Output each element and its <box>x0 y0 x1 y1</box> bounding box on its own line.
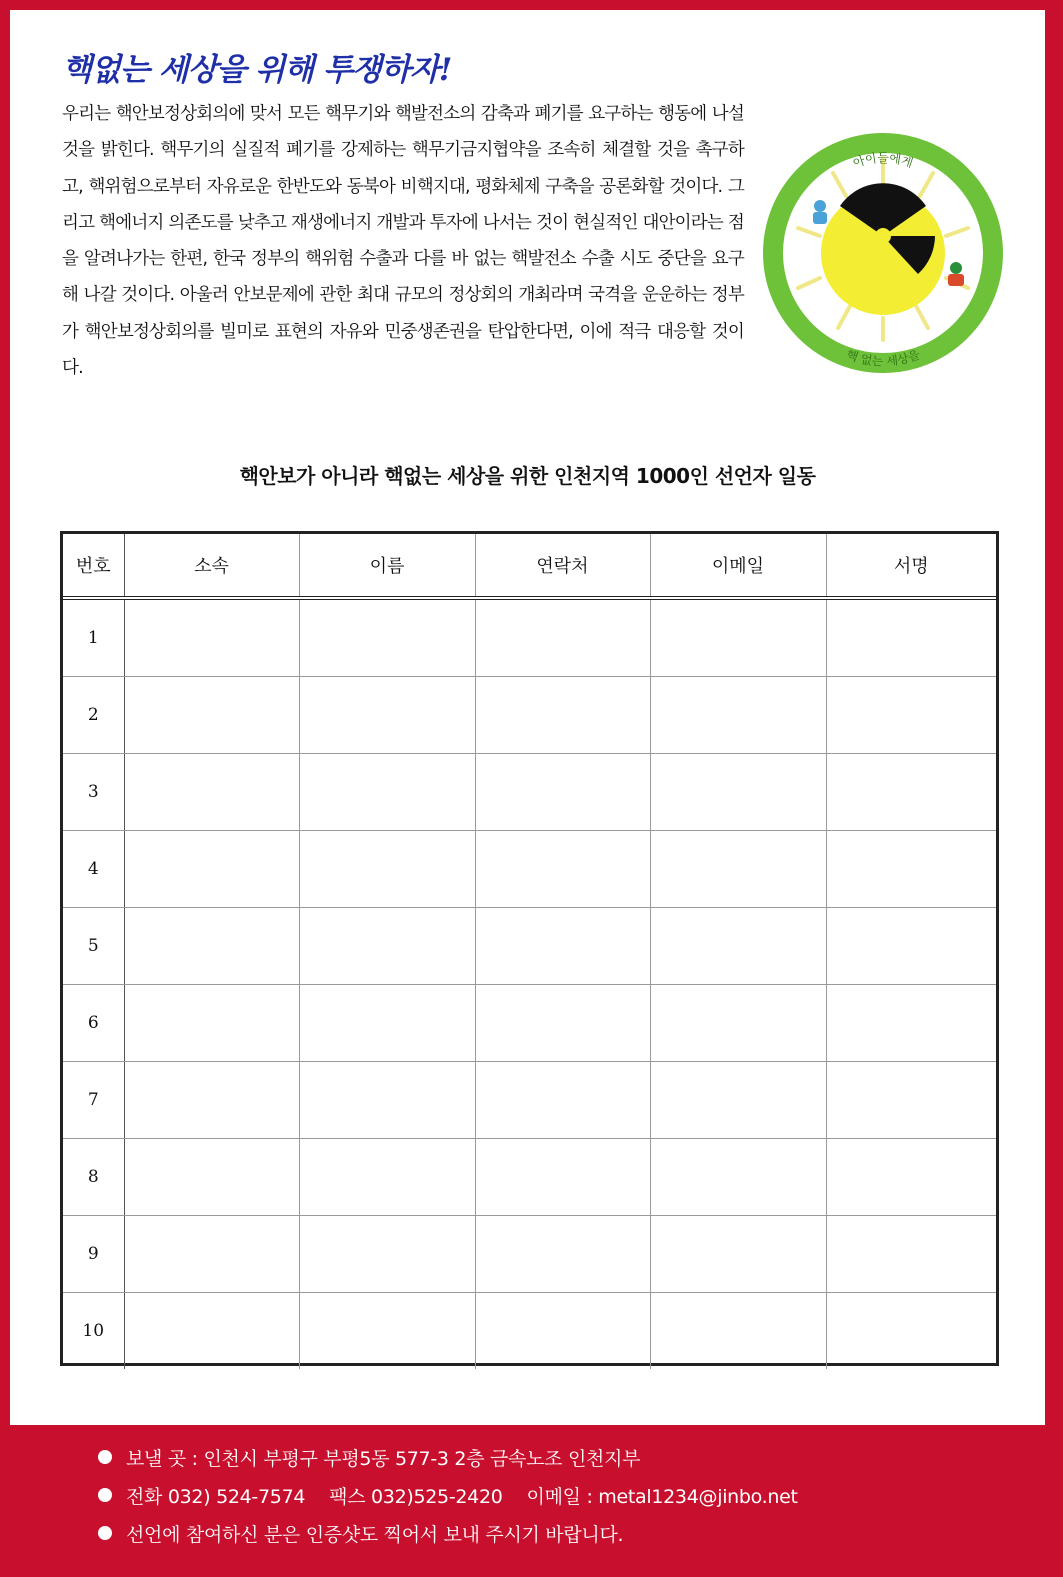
name-cell[interactable] <box>299 598 475 677</box>
signature-cell[interactable] <box>826 1216 996 1293</box>
row-number: 5 <box>63 908 124 985</box>
fax-number: 팩스 032)525-2420 <box>329 1485 503 1508</box>
header-signature: 서명 <box>826 534 996 598</box>
affiliation-cell[interactable] <box>124 754 299 831</box>
name-cell[interactable] <box>299 1216 475 1293</box>
bullet-icon <box>98 1450 112 1464</box>
signature-cell[interactable] <box>826 831 996 908</box>
signature-cell[interactable] <box>826 1139 996 1216</box>
table-row <box>63 1062 996 1139</box>
email-cell[interactable] <box>650 1293 826 1370</box>
signature-cell[interactable] <box>826 598 996 677</box>
table-row <box>63 754 996 831</box>
row-number: 6 <box>63 985 124 1062</box>
affiliation-cell[interactable] <box>124 831 299 908</box>
contact-cell[interactable] <box>475 985 650 1062</box>
affiliation-cell[interactable] <box>124 1062 299 1139</box>
bullet-icon <box>98 1526 112 1540</box>
bullet-icon <box>98 1488 112 1502</box>
row-number: 3 <box>63 754 124 831</box>
intro-paragraph: 우리는 핵안보정상회의에 맞서 모든 핵무기와 핵발전소의 감축과 폐기를 요구하는 행동에 나설 것을 밝힌다. 핵무기의 실질적 폐기를 강제하는 핵무기금지협약을 조속히 체결할 것을 촉구하고, 핵위험으로부터 자유로운 한반도와 동북아 비핵지대, 평화체제 구축을 공론화할 것이다. 그리고 핵에너지 의존도를 낮추고 재생에너지 개발과 투자에 나서는 것이 현실적인 대안이라는 점을 알려나가는 한편, 한국 정부의 핵위험 수출과 다를 바 없는 핵발전소 수출 시도 중단을 요구해 나갈 것이다. 아울러 안보문제에 관한 최대 규모의 정상회의 개최라며 국격을 운운하는 정부가 핵안보정상회의를 빌미로 표현의 자유와 민중생존권을 탄압한다면, 이에 적극 대응할 것이다. <box>62 104 744 379</box>
email-cell[interactable] <box>650 677 826 754</box>
row-number: 2 <box>63 677 124 754</box>
child-figure-icon-2 <box>948 262 964 286</box>
affiliation-cell[interactable] <box>124 677 299 754</box>
name-cell[interactable] <box>299 754 475 831</box>
signature-cell[interactable] <box>826 985 996 1062</box>
name-cell[interactable] <box>299 1293 475 1370</box>
email-cell[interactable] <box>650 908 826 985</box>
footer-note: 선언에 참여하신 분은 인증샷도 찍어서 보내 주시기 바랍니다. <box>126 1523 624 1546</box>
affiliation-cell[interactable] <box>124 1139 299 1216</box>
table-row <box>63 677 996 754</box>
row-number: 4 <box>63 831 124 908</box>
child-figure-icon <box>813 200 827 224</box>
name-cell[interactable] <box>299 985 475 1062</box>
footer-contact-line <box>98 1476 1018 1514</box>
row-number: 10 <box>63 1293 124 1370</box>
email-cell[interactable] <box>650 1062 826 1139</box>
header-affiliation: 소속 <box>124 534 299 598</box>
email-cell[interactable] <box>650 1216 826 1293</box>
table-header-row <box>63 534 996 598</box>
table-row <box>63 908 996 985</box>
table-row <box>63 831 996 908</box>
email-cell[interactable] <box>650 598 826 677</box>
contact-cell[interactable] <box>475 908 650 985</box>
contact-cell[interactable] <box>475 1139 650 1216</box>
footer-note-line <box>98 1514 1018 1552</box>
signature-cell[interactable] <box>826 908 996 985</box>
affiliation-cell[interactable] <box>124 1293 299 1370</box>
row-number: 7 <box>63 1062 124 1139</box>
signature-cell[interactable] <box>826 677 996 754</box>
contact-cell[interactable] <box>475 1293 650 1370</box>
row-number: 8 <box>63 1139 124 1216</box>
row-number: 9 <box>63 1216 124 1293</box>
affiliation-cell[interactable] <box>124 985 299 1062</box>
contact-cell[interactable] <box>475 754 650 831</box>
signature-cell[interactable] <box>826 1062 996 1139</box>
affiliation-cell[interactable] <box>124 908 299 985</box>
contact-cell[interactable] <box>475 598 650 677</box>
affiliation-cell[interactable] <box>124 598 299 677</box>
signature-cell[interactable] <box>826 754 996 831</box>
contact-cell[interactable] <box>475 677 650 754</box>
table-row <box>63 985 996 1062</box>
contact-cell[interactable] <box>475 831 650 908</box>
contact-cell[interactable] <box>475 1062 650 1139</box>
email-cell[interactable] <box>650 985 826 1062</box>
signature-table <box>60 531 999 1366</box>
name-cell[interactable] <box>299 1062 475 1139</box>
email-cell[interactable] <box>650 754 826 831</box>
email-cell[interactable] <box>650 831 826 908</box>
header-name: 이름 <box>299 534 475 598</box>
table-row <box>63 1216 996 1293</box>
signatory-title: 핵안보가 아니라 핵없는 세상을 위한 인천지역 1000인 선언자 일동 <box>239 464 816 488</box>
name-cell[interactable] <box>299 1139 475 1216</box>
name-cell[interactable] <box>299 677 475 754</box>
name-cell[interactable] <box>299 908 475 985</box>
contact-footer <box>98 1438 1018 1552</box>
email-cell[interactable] <box>650 1139 826 1216</box>
logo-bottom-text: 핵 없는 세상을 <box>844 347 922 369</box>
header-contact: 연락처 <box>475 534 650 598</box>
email-address[interactable]: 이메일 : metal1234@jinbo.net <box>526 1485 798 1508</box>
phone-number: 전화 032) 524-7574 <box>126 1485 306 1508</box>
name-cell[interactable] <box>299 831 475 908</box>
signature-cell[interactable] <box>826 1293 996 1370</box>
footer-address-line <box>98 1438 1018 1476</box>
affiliation-cell[interactable] <box>124 1216 299 1293</box>
mailing-address: 보낼 곳 : 인천시 부평구 부평5동 577-3 2층 금속노조 인천지부 <box>126 1447 641 1470</box>
contact-cell[interactable] <box>475 1216 650 1293</box>
header-email: 이메일 <box>650 534 826 598</box>
table-row <box>63 1139 996 1216</box>
nuclear-free-logo <box>758 128 1008 378</box>
petition-sheet <box>10 10 1045 1425</box>
row-number: 1 <box>63 598 124 677</box>
headline: 핵없는 세상을 위해 투쟁하자! <box>62 52 452 88</box>
table-row <box>63 1293 996 1370</box>
logo-top-text: 아이들에게 <box>851 150 915 171</box>
header-number: 번호 <box>63 534 124 598</box>
table-row <box>63 598 996 677</box>
